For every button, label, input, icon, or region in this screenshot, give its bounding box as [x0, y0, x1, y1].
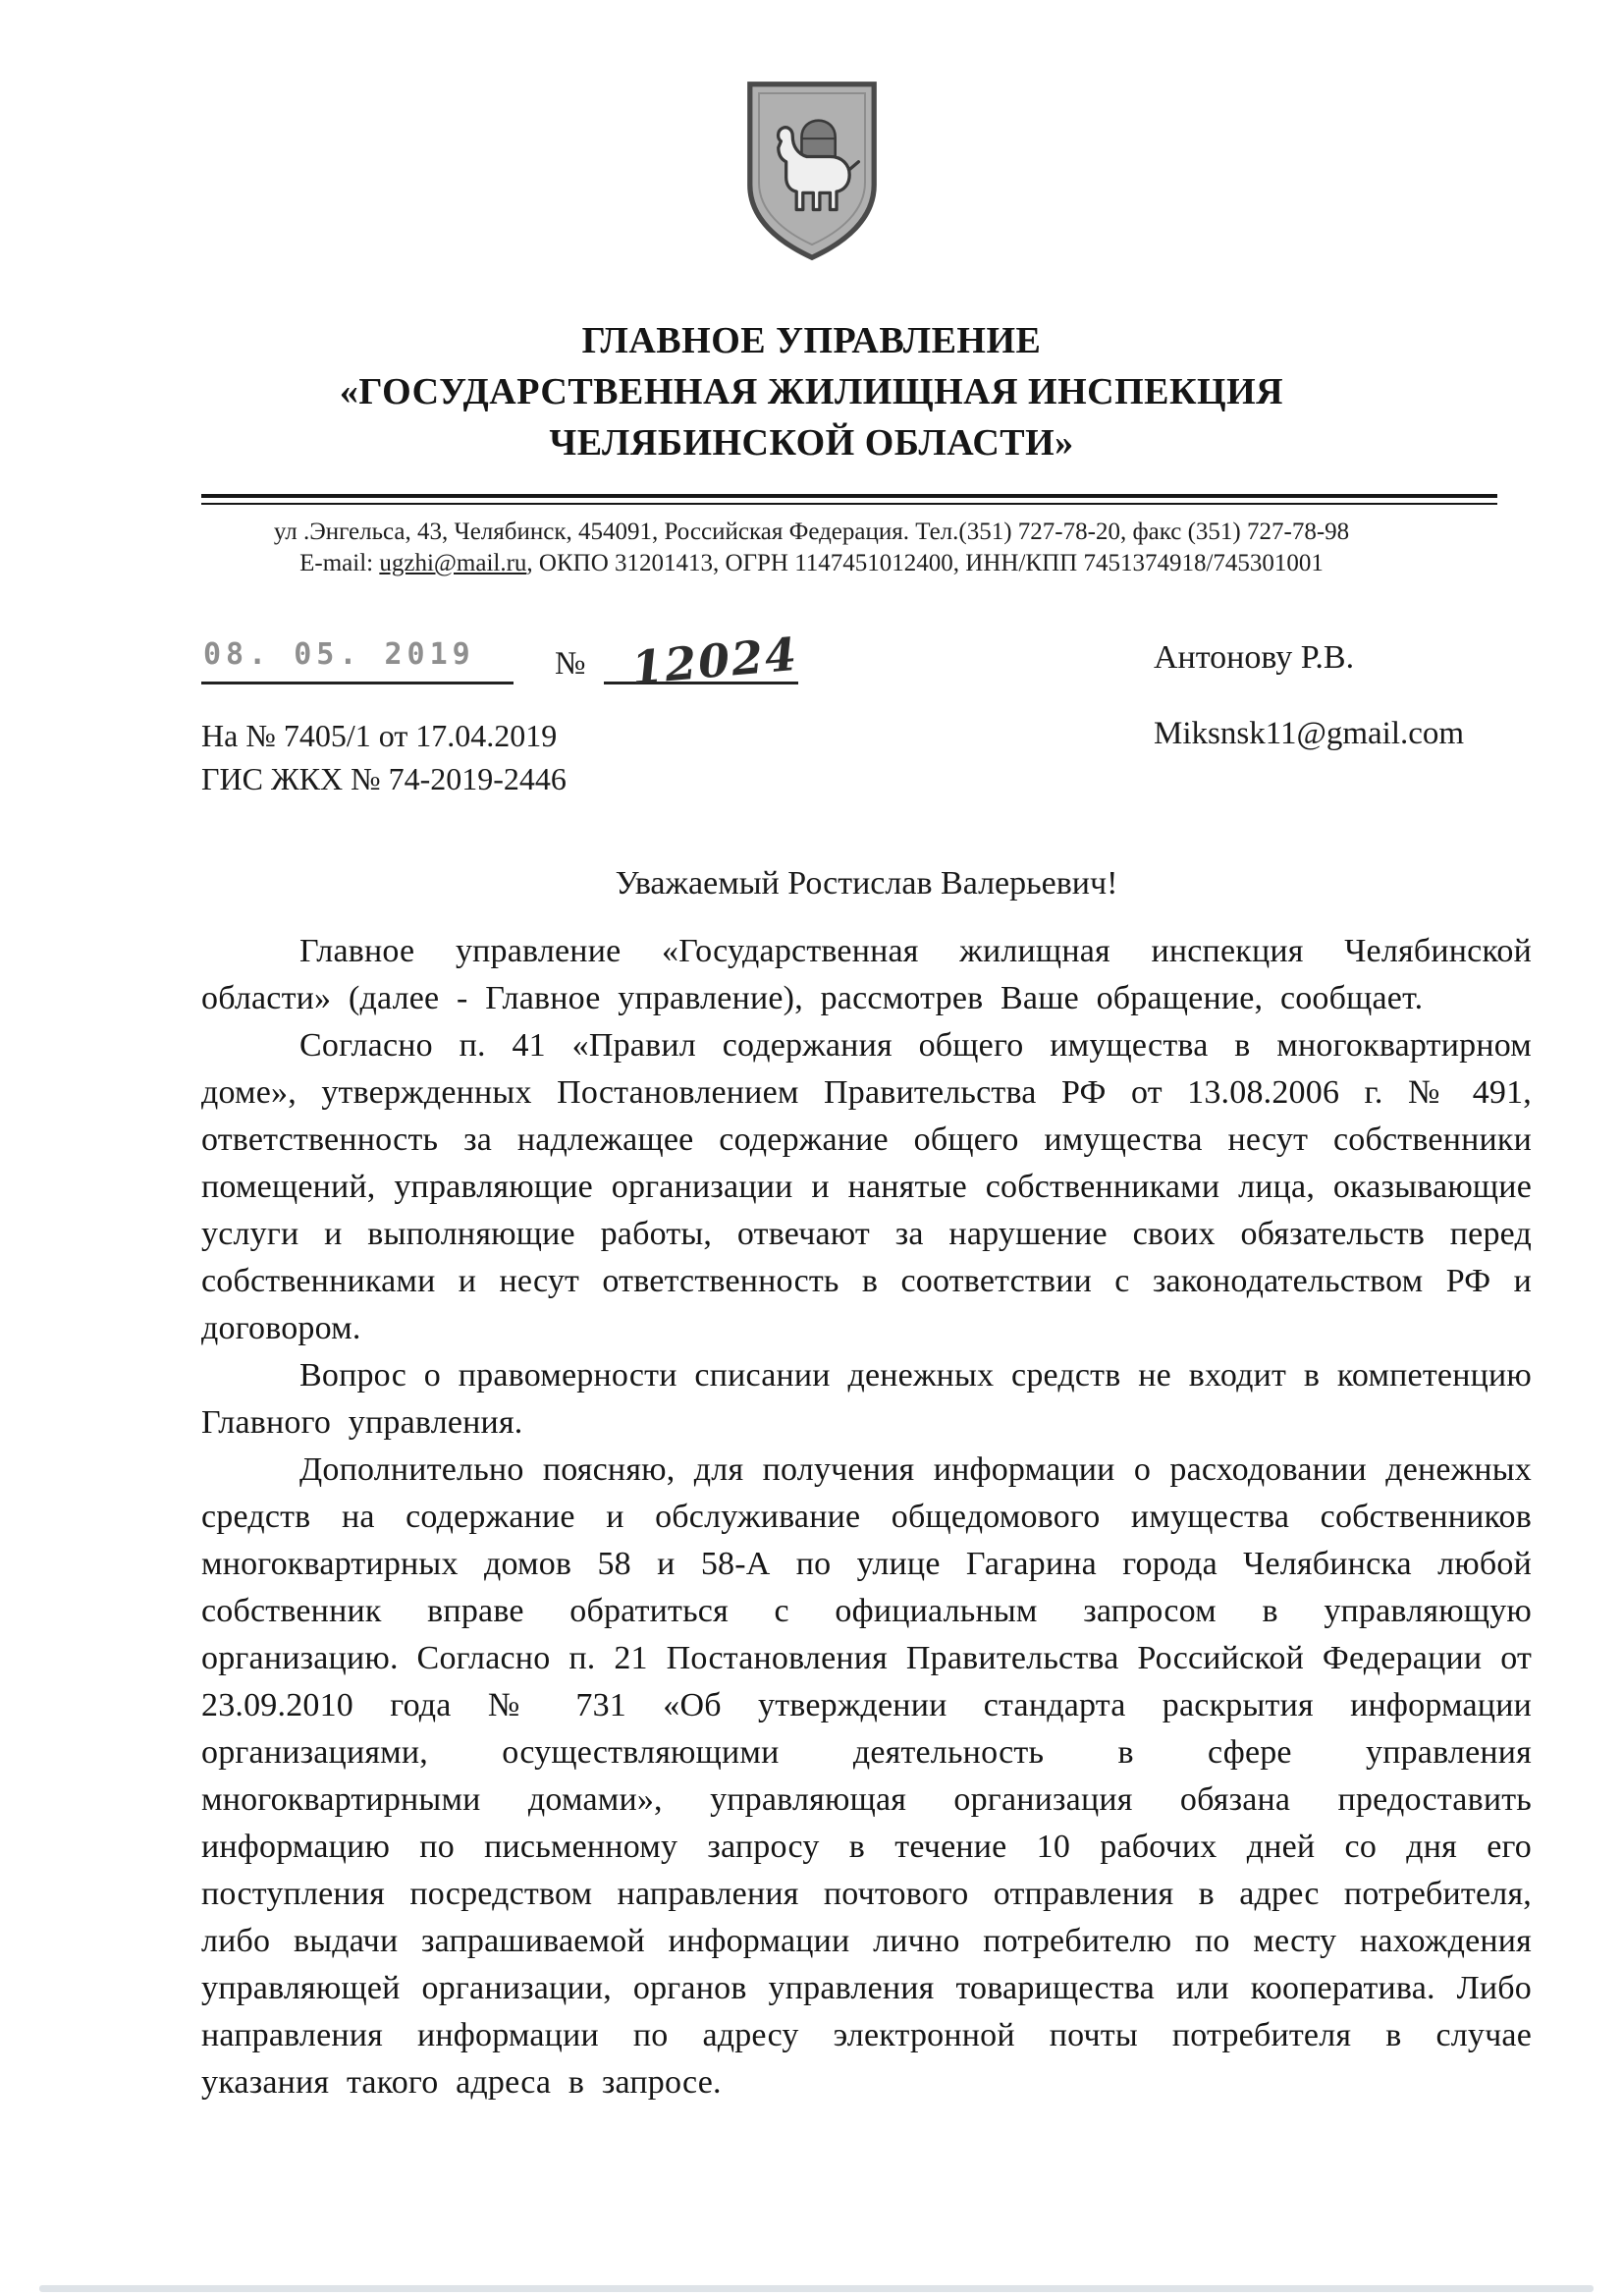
camel-shield-icon	[734, 74, 890, 268]
body-paragraph: Согласно п. 41 «Правил содержания общего имущества в многоквартирном доме», утвержденных Постановлением Правительства РФ от 13.08.2006 г. № 491, ответственность за надлежащее содержание общего имущества несут собственники помещений, управляющие организации и нанятые собственниками лица, оказывающие услуги и выполняющие работы, отвечают за нарушение своих обязательств перед собственниками и несут ответственность в соответствии с законодательством РФ и договором.	[201, 1027, 1532, 1346]
outgoing-number-handwritten: 12024	[628, 627, 800, 695]
body-paragraph: Главное управление «Государственная жилищная инспекция Челябинской области» (далее - Главное управление), рассмотрев Ваше обращение, сообщает.	[201, 933, 1532, 1016]
letter-body	[201, 928, 1532, 2106]
org-address-line: ул .Энгельса, 43, Челябинск, 454091, Российская Федерация. Тел.(351) 727-78-20, факс (351) 727-78-98	[273, 519, 1350, 545]
org-email: ugzhi@mail.ru	[379, 550, 527, 576]
incoming-reference-row	[201, 714, 1532, 800]
incoming-ref-line1: На № 7405/1 от 17.04.2019	[201, 718, 558, 753]
org-title	[0, 315, 1623, 468]
salutation: Уважаемый Ростислав Валерьевич!	[615, 865, 1118, 902]
body-paragraph: Вопрос о правомерности списании денежных средств не входит в компетенцию Главного управления.	[201, 1357, 1532, 1441]
outgoing-number-line	[604, 627, 800, 695]
scan-bottom-edge	[39, 2285, 1594, 2292]
date-stamp: 08. 05. 2019	[203, 637, 475, 672]
incoming-ref-line2: ГИС ЖКХ № 74-2019-2446	[201, 761, 567, 796]
header-divider	[201, 494, 1497, 505]
body-paragraph: Дополнительно поясняю, для получения информации о расходовании денежных средств на содержание и обслуживание общедомового имущества собственников многоквартирных домов 58 и 58-А по улице Гагарина города Челябинска любой собственник вправе обратиться с официальным запросом в управляющую организацию. Согласно п. 21 Постановления Правительства Российской Федерации от 23.09.2010 года № 731 «Об утверждении стандарта раскрытия информации организациями, осуществляющими деятельность в сфере управления многоквартирными домами», управляющая организация обязана предоставить информацию по письменному запросу в течение 10 рабочих дней со дня его поступления посредством направления почтового отправления в адрес потребителя, либо выдачи запрашиваемой информации лично потребителю по месту нахождения управляющей организации, органов управления товарищества или кооператива. Либо направления информации по адресу электронной почты потребителя в случае указания такого адреса в запросе.	[201, 1451, 1532, 2101]
number-label: №	[555, 646, 586, 682]
reference-row	[201, 627, 1532, 695]
org-title-line2: «ГОСУДАРСТВЕННАЯ ЖИЛИЩНАЯ ИНСПЕКЦИЯ	[339, 371, 1284, 412]
email-prefix: E-mail:	[299, 550, 380, 576]
org-title-line1: ГЛАВНОЕ УПРАВЛЕНИЕ	[581, 320, 1042, 361]
requisites-suffix: , ОКПО 31201413, ОГРН 1147451012400, ИНН/КПП 7451374918/745301001	[526, 550, 1324, 576]
date-stamp-line	[201, 630, 514, 684]
outgoing-reference	[201, 627, 800, 695]
recipient-name: Антонову Р.В.	[1154, 639, 1355, 676]
recipient-email: Miksnsk11@gmail.com	[1154, 716, 1465, 751]
org-title-line3: ЧЕЛЯБИНСКОЙ ОБЛАСТИ»	[549, 422, 1074, 464]
org-requisites	[0, 517, 1623, 579]
org-contacts-line	[0, 548, 1623, 579]
incoming-references	[201, 714, 567, 800]
coat-of-arms	[734, 74, 890, 268]
